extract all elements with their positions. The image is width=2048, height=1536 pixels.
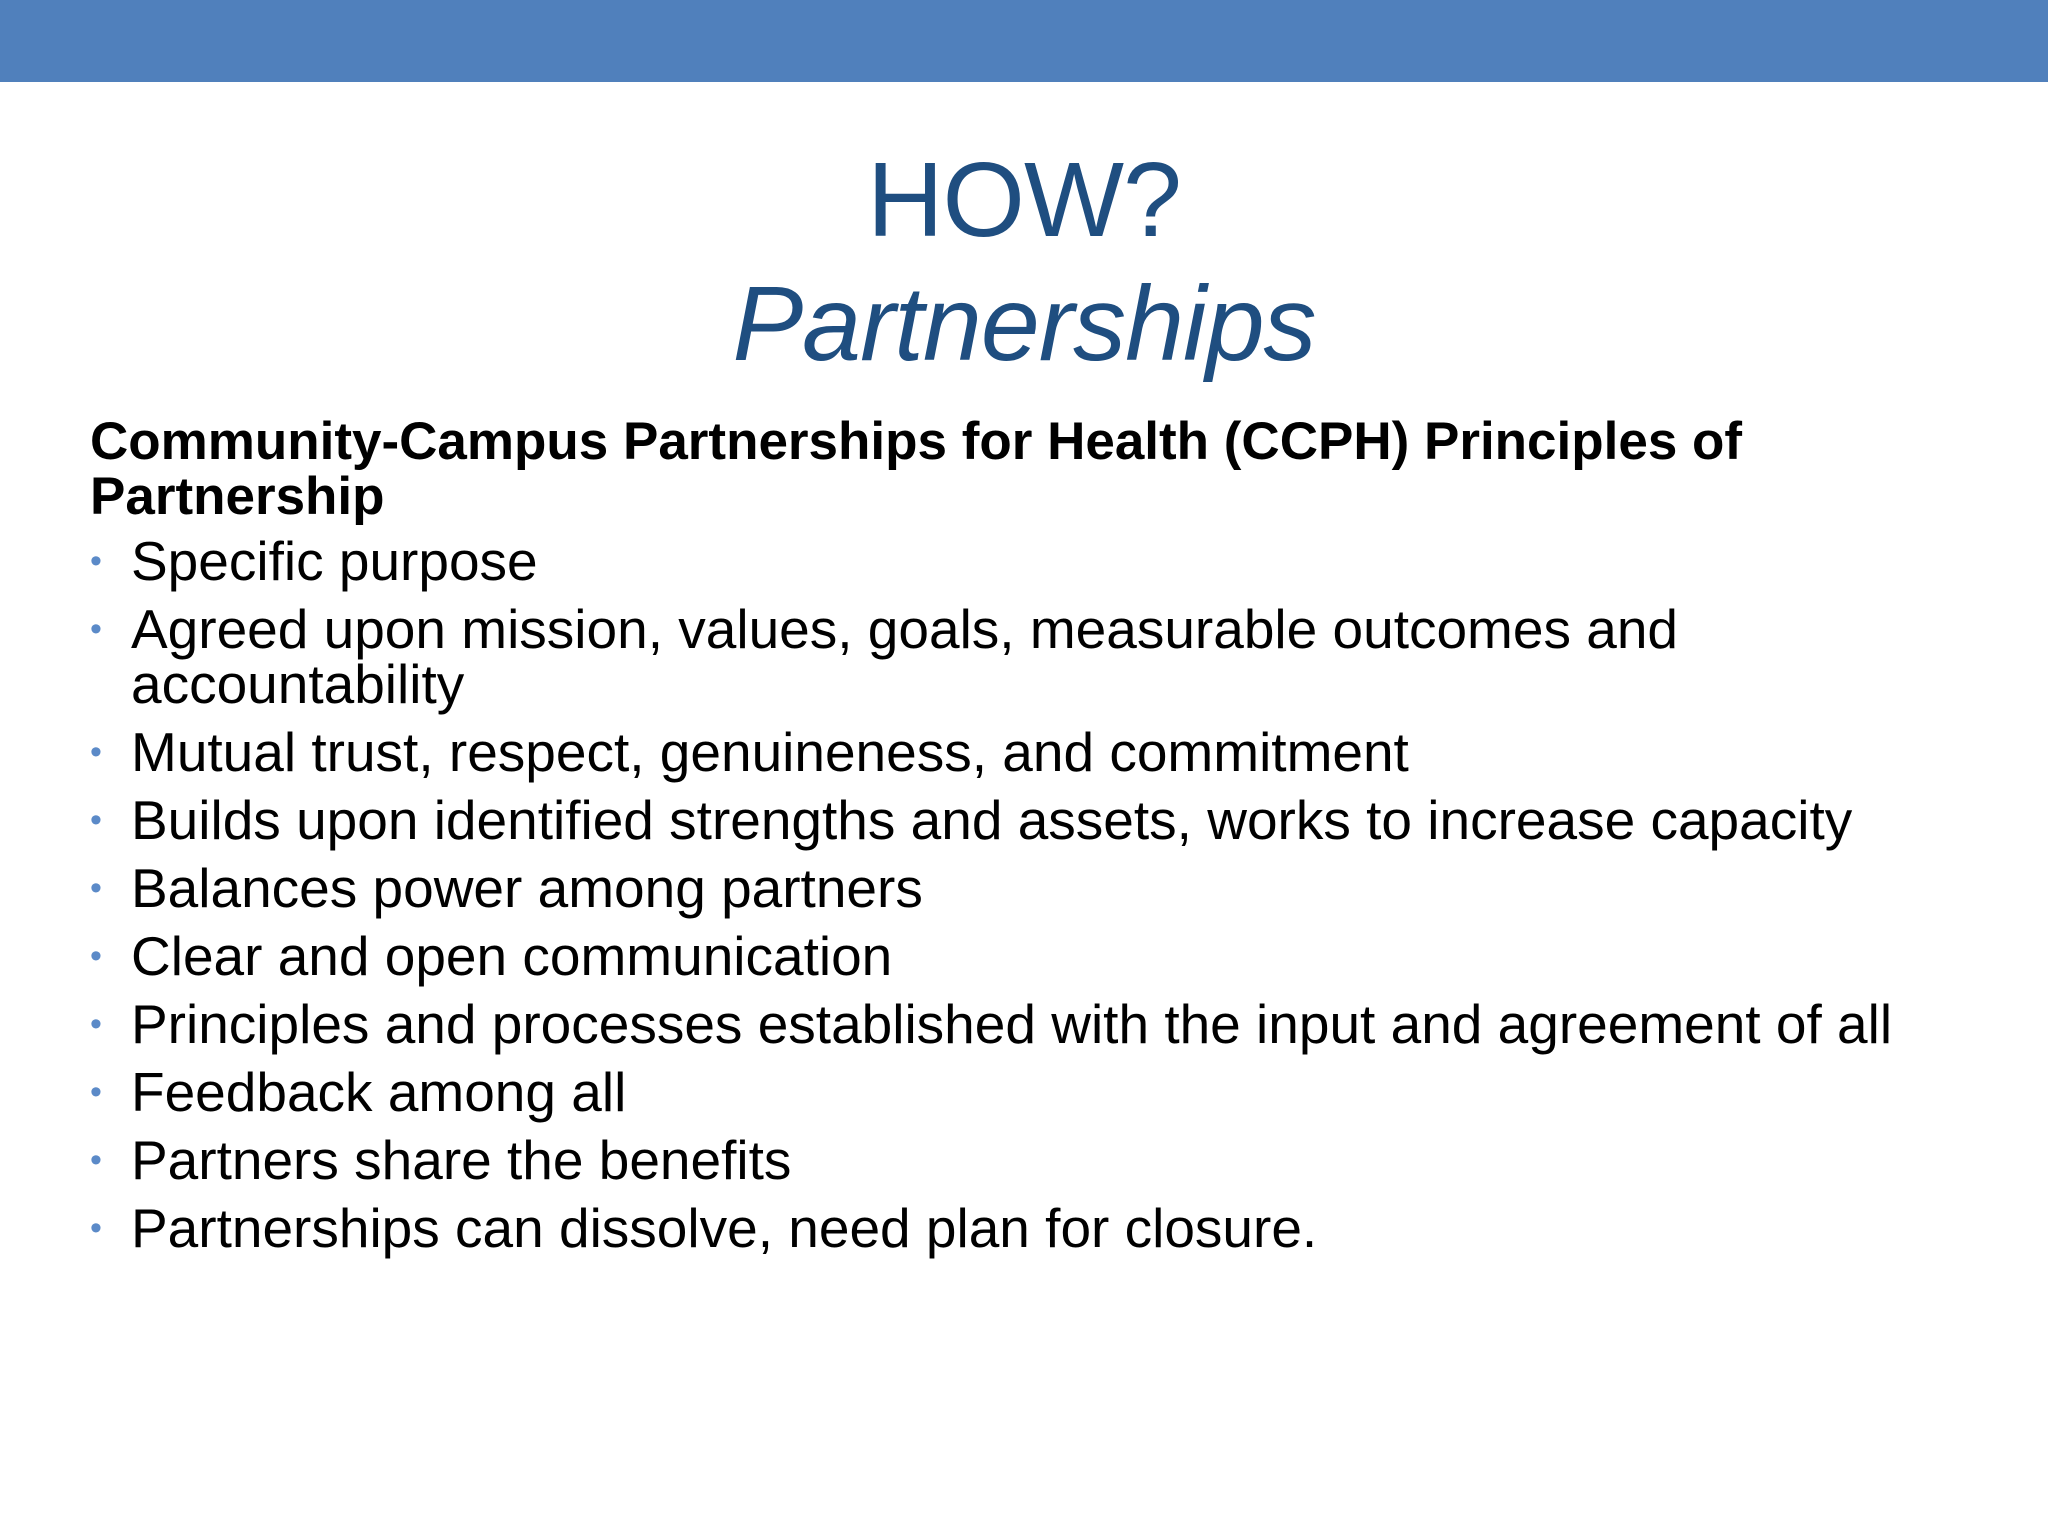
list-item-text: Builds upon identified strengths and assets, works to increase capacity xyxy=(131,789,1853,851)
list-item-text: Mutual trust, respect, genuineness, and commitment xyxy=(131,721,1409,783)
bullet-icon: • xyxy=(90,1073,102,1111)
list-item xyxy=(90,721,2011,783)
list-item-text: Clear and open communication xyxy=(131,925,893,987)
list-item xyxy=(90,1197,2011,1259)
bullet-icon: • xyxy=(90,610,102,648)
title-line-partnerships: Partnerships xyxy=(732,265,1316,383)
principles-list xyxy=(90,530,1990,1259)
bullet-icon: • xyxy=(90,1209,102,1247)
list-item xyxy=(90,857,2011,919)
list-item-text: Partners share the benefits xyxy=(131,1129,792,1191)
bullet-icon: • xyxy=(90,937,102,975)
list-item-text: Specific purpose xyxy=(131,530,538,592)
bullet-icon: • xyxy=(90,1141,102,1179)
bullet-icon: • xyxy=(90,801,102,839)
bullet-icon: • xyxy=(90,733,102,771)
bullet-icon: • xyxy=(90,1005,102,1043)
bullet-icon: • xyxy=(90,542,102,580)
section-heading: Community-Campus Partnerships for Health (CCPH) Principles of Partnership xyxy=(90,412,1743,526)
list-item-text: Balances power among partners xyxy=(131,857,923,919)
list-item xyxy=(90,925,2011,987)
list-item xyxy=(90,530,2011,592)
slide-body xyxy=(90,414,1990,1269)
slide-title xyxy=(0,138,2048,386)
list-item xyxy=(90,789,2011,851)
list-item xyxy=(90,598,2011,715)
bullet-icon: • xyxy=(90,869,102,907)
list-item-text: Agreed upon mission, values, goals, measurable outcomes and accountability xyxy=(131,598,1679,715)
list-item-text: Feedback among all xyxy=(131,1061,627,1123)
list-item-text: Partnerships can dissolve, need plan for closure. xyxy=(131,1197,1318,1259)
title-line-how: HOW? xyxy=(867,141,1181,259)
top-accent-bar xyxy=(0,0,2048,82)
list-item xyxy=(90,993,2011,1055)
list-item xyxy=(90,1129,2011,1191)
list-item-text: Principles and processes established with the input and agreement of all xyxy=(131,993,1893,1055)
list-item xyxy=(90,1061,2011,1123)
